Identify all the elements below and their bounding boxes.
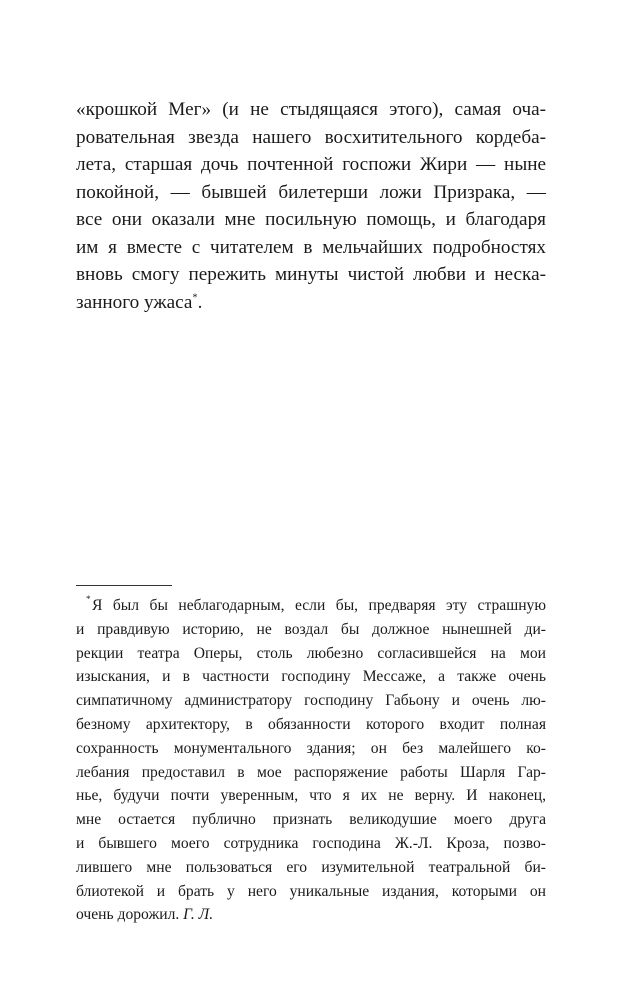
- footnote-line: нье, будучи почти уверенным, что я их не верну. И наконец,: [76, 787, 546, 805]
- footnote-line: очень дорожил.: [76, 906, 180, 924]
- footnote-last-line: [76, 903, 546, 927]
- footnote-line: рекции театра Оперы, столь любезно согласившейся на мои: [76, 644, 546, 662]
- footnote-line: блиотекой и брать у него уникальные издания, которыми он: [76, 882, 546, 900]
- end-punctuation: .: [197, 291, 203, 313]
- footnote-line: и правдивую историю, не воздал бы должное нынешней ди-: [76, 620, 546, 638]
- footnote-block: [76, 594, 546, 927]
- footnote-marker: *: [86, 594, 91, 604]
- footnote-divider: [76, 585, 172, 586]
- footnote-line: сохранность монументального здания; он без малейшего ко-: [76, 739, 546, 757]
- main-text-line: ровательная звезда нашего восхитительного кордеба-: [76, 126, 546, 148]
- footnote-reference[interactable]: *: [192, 292, 198, 304]
- main-text-line: покойной, — бывшей билетерши ложи Призрака, —: [76, 181, 546, 203]
- main-text-line: все они оказали мне посильную помощь, и благодаря: [76, 209, 546, 230]
- main-text-line: «крошкой Мег» (и не стыдящаяся этого), самая оча-: [76, 99, 546, 120]
- author-signature: Г. Л.: [183, 906, 214, 924]
- footnote-line: изыскания, и в частности господину Мессаже, а также очень: [76, 668, 546, 686]
- main-text-line: занного ужаса: [76, 291, 193, 313]
- main-text-last-line: [76, 289, 546, 317]
- footnote-line: лебания предоставил в мое распоряжение работы Шарля Гар-: [76, 763, 546, 781]
- footnote-line: безному архитектору, в обязанности которого входит полная: [76, 715, 546, 733]
- footnote-line: и бывшего моего сотрудника господина Ж.-Л. Кроза, позво-: [76, 834, 546, 852]
- main-text-line: им я вместе с читателем в мельчайших подробностях: [76, 236, 546, 258]
- footnote-line: лившего мне пользоваться его изумительной театральной би-: [76, 858, 546, 876]
- main-text-block: [76, 96, 546, 316]
- main-text-line: лета, старшая дочь почтенной госпожи Жири — ныне: [76, 154, 546, 175]
- footnote-line: симпатичному администратору господину Габьону и очень лю-: [76, 692, 546, 710]
- footnote-line: Я был бы неблагодарным, если бы, предваряя эту страшную: [92, 597, 546, 614]
- footnote-line: мне остается публично признать великодушие моего друга: [76, 811, 546, 829]
- main-text-line: вновь смогу пережить минуты чистой любви и неска-: [76, 264, 546, 285]
